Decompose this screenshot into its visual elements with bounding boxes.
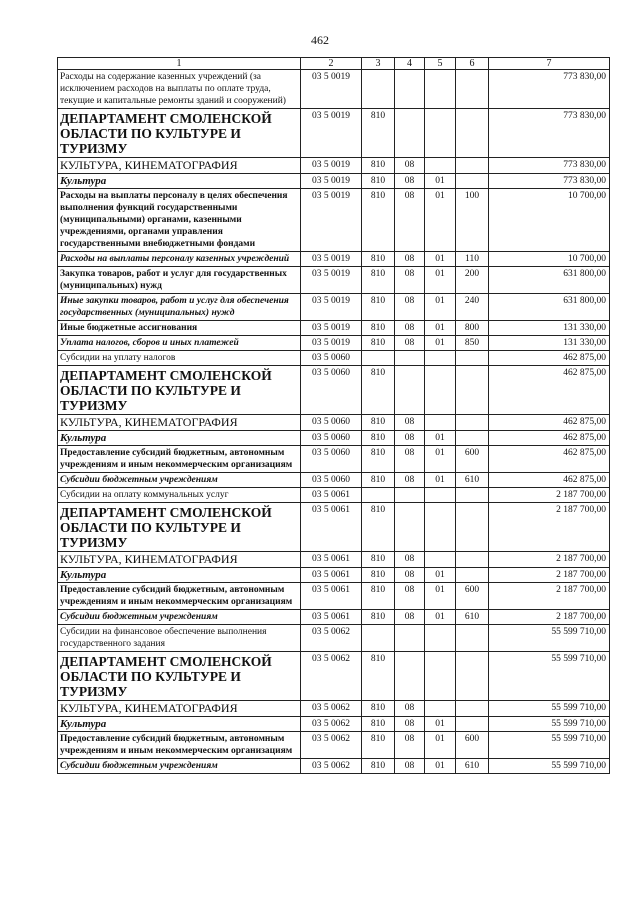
ministry-code-cell: 810 bbox=[362, 568, 395, 583]
section-code-cell: 08 bbox=[395, 158, 425, 174]
expense-type-code-cell: 850 bbox=[456, 336, 489, 351]
row-name-cell: Расходы на содержание казенных учреждений (за исключением расходов на выплаты по оплате труда, текущие и капитальные ремонты зданий и сооружений) bbox=[58, 70, 301, 109]
expense-type-code-cell: 610 bbox=[456, 759, 489, 774]
target-article-code-cell: 03 5 0019 bbox=[301, 158, 362, 174]
expense-type-code-cell bbox=[456, 701, 489, 717]
section-code-cell: 08 bbox=[395, 583, 425, 610]
section-code-cell: 08 bbox=[395, 552, 425, 568]
table-row-subsection bbox=[58, 717, 610, 732]
ministry-code-cell: 810 bbox=[362, 174, 395, 189]
amount-cell: 131 330,00 bbox=[489, 336, 610, 351]
subsection-code-cell: 01 bbox=[425, 431, 456, 446]
amount-cell: 773 830,00 bbox=[489, 174, 610, 189]
table-row-section bbox=[58, 415, 610, 431]
amount-cell: 462 875,00 bbox=[489, 446, 610, 473]
target-article-code-cell: 03 5 0061 bbox=[301, 568, 362, 583]
section-code-cell bbox=[395, 70, 425, 109]
amount-cell: 55 599 710,00 bbox=[489, 652, 610, 701]
row-name-cell: ДЕПАРТАМЕНТ СМОЛЕНСКОЙ ОБЛАСТИ ПО КУЛЬТУРЕ И ТУРИЗМУ bbox=[58, 503, 301, 552]
subsection-code-cell: 01 bbox=[425, 336, 456, 351]
row-name-cell: Иные бюджетные ассигнования bbox=[58, 321, 301, 336]
column-header: 2 bbox=[301, 58, 362, 70]
ministry-code-cell: 810 bbox=[362, 366, 395, 415]
row-name-cell: Культура bbox=[58, 717, 301, 732]
expense-type-code-cell bbox=[456, 158, 489, 174]
amount-cell: 55 599 710,00 bbox=[489, 701, 610, 717]
amount-cell: 55 599 710,00 bbox=[489, 625, 610, 652]
subsection-code-cell bbox=[425, 652, 456, 701]
subsection-code-cell: 01 bbox=[425, 568, 456, 583]
section-code-cell: 08 bbox=[395, 701, 425, 717]
subsection-code-cell bbox=[425, 415, 456, 431]
subsection-code-cell: 01 bbox=[425, 267, 456, 294]
row-name-cell: Субсидии бюджетным учреждениям bbox=[58, 473, 301, 488]
section-code-cell: 08 bbox=[395, 415, 425, 431]
subsection-code-cell bbox=[425, 488, 456, 503]
expense-type-code-cell bbox=[456, 351, 489, 366]
target-article-code-cell: 03 5 0061 bbox=[301, 610, 362, 625]
amount-cell: 631 800,00 bbox=[489, 267, 610, 294]
target-article-code-cell: 03 5 0061 bbox=[301, 583, 362, 610]
ministry-code-cell: 810 bbox=[362, 267, 395, 294]
subsection-code-cell: 01 bbox=[425, 174, 456, 189]
amount-cell: 462 875,00 bbox=[489, 351, 610, 366]
section-code-cell: 08 bbox=[395, 321, 425, 336]
budget-table bbox=[57, 57, 610, 774]
ministry-code-cell: 810 bbox=[362, 446, 395, 473]
section-code-cell bbox=[395, 366, 425, 415]
table-row-plain bbox=[58, 351, 610, 366]
section-code-cell: 08 bbox=[395, 473, 425, 488]
page-number: 462 bbox=[311, 33, 329, 47]
target-article-code-cell: 03 5 0019 bbox=[301, 174, 362, 189]
section-code-cell: 08 bbox=[395, 732, 425, 759]
ministry-code-cell: 810 bbox=[362, 759, 395, 774]
expense-type-code-cell bbox=[456, 70, 489, 109]
expense-type-code-cell bbox=[456, 625, 489, 652]
target-article-code-cell: 03 5 0062 bbox=[301, 625, 362, 652]
amount-cell: 462 875,00 bbox=[489, 431, 610, 446]
target-article-code-cell: 03 5 0061 bbox=[301, 552, 362, 568]
subsection-code-cell: 01 bbox=[425, 189, 456, 252]
target-article-code-cell: 03 5 0062 bbox=[301, 652, 362, 701]
expense-type-code-cell: 600 bbox=[456, 732, 489, 759]
row-name-cell: Предоставление субсидий бюджетным, автономным учреждениям и иным некоммерческим организациям bbox=[58, 732, 301, 759]
ministry-code-cell bbox=[362, 70, 395, 109]
amount-cell: 2 187 700,00 bbox=[489, 610, 610, 625]
row-name-cell: Закупка товаров, работ и услуг для государственных (муниципальных) нужд bbox=[58, 267, 301, 294]
target-article-code-cell: 03 5 0060 bbox=[301, 351, 362, 366]
ministry-code-cell bbox=[362, 625, 395, 652]
subsection-code-cell: 01 bbox=[425, 732, 456, 759]
ministry-code-cell: 810 bbox=[362, 109, 395, 158]
table-row-plain bbox=[58, 625, 610, 652]
ministry-code-cell: 810 bbox=[362, 431, 395, 446]
subsection-code-cell bbox=[425, 625, 456, 652]
amount-cell: 2 187 700,00 bbox=[489, 552, 610, 568]
expense-type-code-cell: 610 bbox=[456, 473, 489, 488]
section-code-cell: 08 bbox=[395, 759, 425, 774]
section-code-cell: 08 bbox=[395, 610, 425, 625]
section-code-cell: 08 bbox=[395, 189, 425, 252]
column-header: 3 bbox=[362, 58, 395, 70]
subsection-code-cell: 01 bbox=[425, 321, 456, 336]
expense-type-code-cell bbox=[456, 174, 489, 189]
subsection-code-cell: 01 bbox=[425, 294, 456, 321]
row-name-cell: ДЕПАРТАМЕНТ СМОЛЕНСКОЙ ОБЛАСТИ ПО КУЛЬТУРЕ И ТУРИЗМУ bbox=[58, 109, 301, 158]
section-code-cell: 08 bbox=[395, 446, 425, 473]
target-article-code-cell: 03 5 0060 bbox=[301, 431, 362, 446]
expense-type-code-cell: 600 bbox=[456, 583, 489, 610]
ministry-code-cell: 810 bbox=[362, 610, 395, 625]
amount-cell: 773 830,00 bbox=[489, 158, 610, 174]
table-row-bolditem bbox=[58, 446, 610, 473]
subsection-code-cell bbox=[425, 366, 456, 415]
target-article-code-cell: 03 5 0019 bbox=[301, 321, 362, 336]
table-row-italicitem bbox=[58, 294, 610, 321]
expense-type-code-cell bbox=[456, 652, 489, 701]
amount-cell: 55 599 710,00 bbox=[489, 717, 610, 732]
row-name-cell: Субсидии бюджетным учреждениям bbox=[58, 759, 301, 774]
subsection-code-cell: 01 bbox=[425, 610, 456, 625]
row-name-cell: КУЛЬТУРА, КИНЕМАТОГРАФИЯ bbox=[58, 552, 301, 568]
table-row-section bbox=[58, 701, 610, 717]
target-article-code-cell: 03 5 0019 bbox=[301, 336, 362, 351]
subsection-code-cell bbox=[425, 351, 456, 366]
subsection-code-cell: 01 bbox=[425, 759, 456, 774]
ministry-code-cell: 810 bbox=[362, 717, 395, 732]
amount-cell: 462 875,00 bbox=[489, 366, 610, 415]
target-article-code-cell: 03 5 0019 bbox=[301, 109, 362, 158]
target-article-code-cell: 03 5 0062 bbox=[301, 732, 362, 759]
expense-type-code-cell bbox=[456, 366, 489, 415]
subsection-code-cell: 01 bbox=[425, 473, 456, 488]
target-article-code-cell: 03 5 0061 bbox=[301, 488, 362, 503]
ministry-code-cell: 810 bbox=[362, 473, 395, 488]
amount-cell: 10 700,00 bbox=[489, 189, 610, 252]
row-name-cell: Предоставление субсидий бюджетным, автономным учреждениям и иным некоммерческим организациям bbox=[58, 446, 301, 473]
column-header: 1 bbox=[58, 58, 301, 70]
expense-type-code-cell: 100 bbox=[456, 189, 489, 252]
table-row-section bbox=[58, 158, 610, 174]
subsection-code-cell: 01 bbox=[425, 717, 456, 732]
row-name-cell: КУЛЬТУРА, КИНЕМАТОГРАФИЯ bbox=[58, 701, 301, 717]
amount-cell: 462 875,00 bbox=[489, 473, 610, 488]
expense-type-code-cell bbox=[456, 552, 489, 568]
subsection-code-cell bbox=[425, 70, 456, 109]
amount-cell: 2 187 700,00 bbox=[489, 488, 610, 503]
table-row-italicitem bbox=[58, 610, 610, 625]
expense-type-code-cell bbox=[456, 488, 489, 503]
row-name-cell: Субсидии бюджетным учреждениям bbox=[58, 610, 301, 625]
table-row-italicitem bbox=[58, 252, 610, 267]
amount-cell: 131 330,00 bbox=[489, 321, 610, 336]
row-name-cell: ДЕПАРТАМЕНТ СМОЛЕНСКОЙ ОБЛАСТИ ПО КУЛЬТУРЕ И ТУРИЗМУ bbox=[58, 366, 301, 415]
section-code-cell: 08 bbox=[395, 431, 425, 446]
target-article-code-cell: 03 5 0062 bbox=[301, 701, 362, 717]
amount-cell: 773 830,00 bbox=[489, 109, 610, 158]
amount-cell: 2 187 700,00 bbox=[489, 503, 610, 552]
target-article-code-cell: 03 5 0062 bbox=[301, 717, 362, 732]
target-article-code-cell: 03 5 0019 bbox=[301, 267, 362, 294]
ministry-code-cell: 810 bbox=[362, 583, 395, 610]
amount-cell: 462 875,00 bbox=[489, 415, 610, 431]
target-article-code-cell: 03 5 0060 bbox=[301, 415, 362, 431]
section-code-cell: 08 bbox=[395, 568, 425, 583]
ministry-code-cell: 810 bbox=[362, 158, 395, 174]
table-row-dept bbox=[58, 366, 610, 415]
section-code-cell bbox=[395, 503, 425, 552]
target-article-code-cell: 03 5 0060 bbox=[301, 473, 362, 488]
ministry-code-cell: 810 bbox=[362, 732, 395, 759]
section-code-cell: 08 bbox=[395, 252, 425, 267]
table-row-plain bbox=[58, 70, 610, 109]
expense-type-code-cell bbox=[456, 431, 489, 446]
expense-type-code-cell bbox=[456, 415, 489, 431]
section-code-cell bbox=[395, 488, 425, 503]
ministry-code-cell: 810 bbox=[362, 652, 395, 701]
expense-type-code-cell: 610 bbox=[456, 610, 489, 625]
table-row-bolditem bbox=[58, 267, 610, 294]
ministry-code-cell: 810 bbox=[362, 552, 395, 568]
expense-type-code-cell: 110 bbox=[456, 252, 489, 267]
subsection-code-cell: 01 bbox=[425, 583, 456, 610]
ministry-code-cell: 810 bbox=[362, 701, 395, 717]
section-code-cell: 08 bbox=[395, 336, 425, 351]
amount-cell: 2 187 700,00 bbox=[489, 568, 610, 583]
subsection-code-cell bbox=[425, 109, 456, 158]
row-name-cell: Субсидии на уплату налогов bbox=[58, 351, 301, 366]
row-name-cell: Культура bbox=[58, 568, 301, 583]
subsection-code-cell bbox=[425, 503, 456, 552]
target-article-code-cell: 03 5 0019 bbox=[301, 294, 362, 321]
column-number-row bbox=[58, 58, 610, 70]
row-name-cell: Расходы на выплаты персоналу казенных учреждений bbox=[58, 252, 301, 267]
subsection-code-cell: 01 bbox=[425, 446, 456, 473]
row-name-cell: Культура bbox=[58, 431, 301, 446]
table-row-subsection bbox=[58, 431, 610, 446]
table-row-bolditem bbox=[58, 583, 610, 610]
column-header: 7 bbox=[489, 58, 610, 70]
table-row-subsection bbox=[58, 568, 610, 583]
ministry-code-cell: 810 bbox=[362, 294, 395, 321]
expense-type-code-cell: 600 bbox=[456, 446, 489, 473]
target-article-code-cell: 03 5 0060 bbox=[301, 446, 362, 473]
column-header: 6 bbox=[456, 58, 489, 70]
ministry-code-cell: 810 bbox=[362, 503, 395, 552]
table-row-italicitem bbox=[58, 759, 610, 774]
amount-cell: 631 800,00 bbox=[489, 294, 610, 321]
row-name-cell: КУЛЬТУРА, КИНЕМАТОГРАФИЯ bbox=[58, 415, 301, 431]
column-header: 5 bbox=[425, 58, 456, 70]
table-row-bolditem bbox=[58, 189, 610, 252]
table-row-bolditem bbox=[58, 321, 610, 336]
amount-cell: 55 599 710,00 bbox=[489, 732, 610, 759]
section-code-cell bbox=[395, 625, 425, 652]
row-name-cell: Предоставление субсидий бюджетным, автономным учреждениям и иным некоммерческим организациям bbox=[58, 583, 301, 610]
expense-type-code-cell: 200 bbox=[456, 267, 489, 294]
table-row-dept bbox=[58, 503, 610, 552]
section-code-cell: 08 bbox=[395, 267, 425, 294]
section-code-cell bbox=[395, 351, 425, 366]
section-code-cell bbox=[395, 109, 425, 158]
expense-type-code-cell bbox=[456, 503, 489, 552]
ministry-code-cell bbox=[362, 351, 395, 366]
section-code-cell: 08 bbox=[395, 174, 425, 189]
row-name-cell: Субсидии на оплату коммунальных услуг bbox=[58, 488, 301, 503]
target-article-code-cell: 03 5 0060 bbox=[301, 366, 362, 415]
table-row-plain bbox=[58, 488, 610, 503]
table-row-section bbox=[58, 552, 610, 568]
row-name-cell: КУЛЬТУРА, КИНЕМАТОГРАФИЯ bbox=[58, 158, 301, 174]
section-code-cell: 08 bbox=[395, 717, 425, 732]
row-name-cell: Уплата налогов, сборов и иных платежей bbox=[58, 336, 301, 351]
target-article-code-cell: 03 5 0019 bbox=[301, 189, 362, 252]
row-name-cell: Субсидии на финансовое обеспечение выполнения государственного задания bbox=[58, 625, 301, 652]
target-article-code-cell: 03 5 0062 bbox=[301, 759, 362, 774]
amount-cell: 2 187 700,00 bbox=[489, 583, 610, 610]
amount-cell: 10 700,00 bbox=[489, 252, 610, 267]
section-code-cell: 08 bbox=[395, 294, 425, 321]
row-name-cell: Культура bbox=[58, 174, 301, 189]
expense-type-code-cell: 240 bbox=[456, 294, 489, 321]
amount-cell: 773 830,00 bbox=[489, 70, 610, 109]
ministry-code-cell: 810 bbox=[362, 189, 395, 252]
ministry-code-cell: 810 bbox=[362, 336, 395, 351]
ministry-code-cell: 810 bbox=[362, 415, 395, 431]
expense-type-code-cell bbox=[456, 717, 489, 732]
subsection-code-cell bbox=[425, 158, 456, 174]
subsection-code-cell bbox=[425, 552, 456, 568]
table-row-subsection bbox=[58, 174, 610, 189]
ministry-code-cell: 810 bbox=[362, 252, 395, 267]
target-article-code-cell: 03 5 0019 bbox=[301, 70, 362, 109]
target-article-code-cell: 03 5 0019 bbox=[301, 252, 362, 267]
expense-type-code-cell bbox=[456, 568, 489, 583]
row-name-cell: ДЕПАРТАМЕНТ СМОЛЕНСКОЙ ОБЛАСТИ ПО КУЛЬТУРЕ И ТУРИЗМУ bbox=[58, 652, 301, 701]
section-code-cell bbox=[395, 652, 425, 701]
row-name-cell: Расходы на выплаты персоналу в целях обеспечения выполнения функций государственными (муниципальными) органами, казенными учреждениями, органами управления государственными внебюджетными фондами bbox=[58, 189, 301, 252]
subsection-code-cell bbox=[425, 701, 456, 717]
column-header: 4 bbox=[395, 58, 425, 70]
subsection-code-cell: 01 bbox=[425, 252, 456, 267]
table-row-dept bbox=[58, 652, 610, 701]
row-name-cell: Иные закупки товаров, работ и услуг для обеспечения государственных (муниципальных) нужд bbox=[58, 294, 301, 321]
table-row-dept bbox=[58, 109, 610, 158]
target-article-code-cell: 03 5 0061 bbox=[301, 503, 362, 552]
table-row-italicitem bbox=[58, 473, 610, 488]
table-row-bolditem bbox=[58, 732, 610, 759]
expense-type-code-cell: 800 bbox=[456, 321, 489, 336]
ministry-code-cell bbox=[362, 488, 395, 503]
table-row-italicitem bbox=[58, 336, 610, 351]
amount-cell: 55 599 710,00 bbox=[489, 759, 610, 774]
expense-type-code-cell bbox=[456, 109, 489, 158]
ministry-code-cell: 810 bbox=[362, 321, 395, 336]
